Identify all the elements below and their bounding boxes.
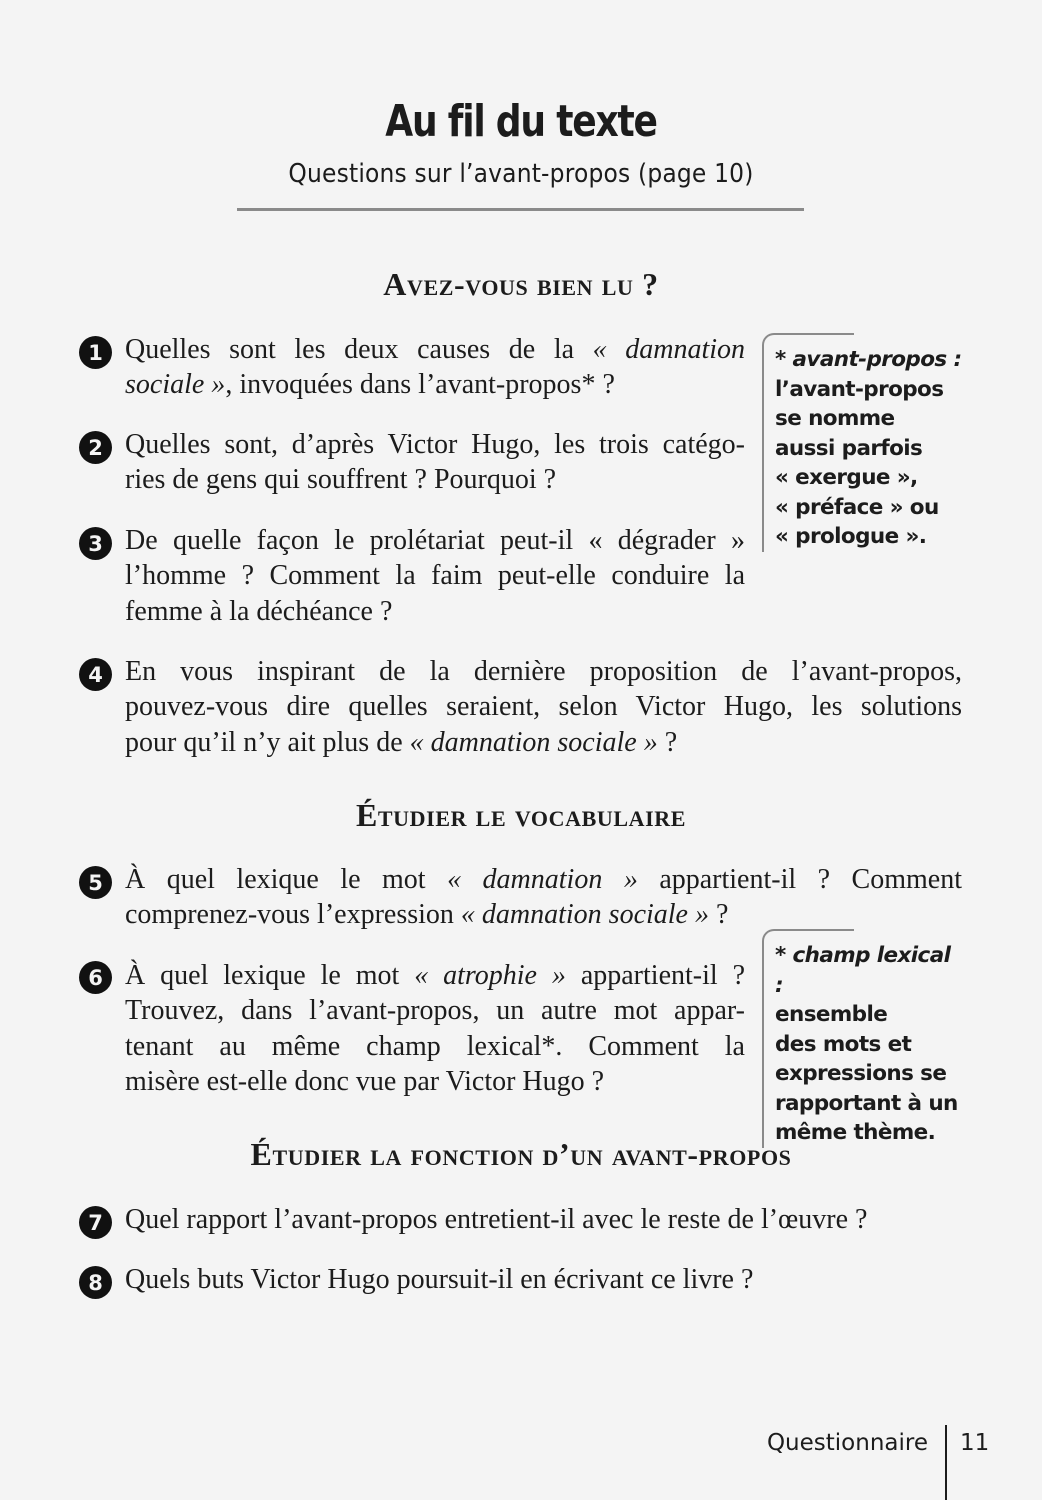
question-line: pouvez-vous dire quelles seraient, selon Victor Hugo, les solutions	[125, 691, 962, 723]
question-line: sociale », invoquées dans l’avant-propos* ?	[125, 369, 615, 401]
question-number-badge: 8	[79, 1266, 112, 1299]
question-line: pour qu’il n’y ait plus de « damnation sociale » ?	[125, 726, 678, 758]
section-heading-avez-vous-bien-lu: Avez-vous bien lu ?	[383, 266, 659, 302]
quoted-term: sociale »	[125, 369, 226, 401]
question-line: l’homme ? Comment la faim peut-elle conduire la	[125, 560, 745, 592]
footnote-term: * champ lexical :	[775, 943, 951, 998]
question-number-badge: 5	[79, 866, 112, 899]
page-title: Au fil du texte	[385, 96, 657, 147]
question-line: Quel rapport l’avant-propos entretient-il avec le reste de l’œuvre ?	[125, 1204, 868, 1235]
quoted-term: « damnation	[592, 334, 745, 365]
question-text	[125, 654, 962, 760]
question-line: Trouvez, dans l’avant-propos, un autre mot appar-	[125, 995, 745, 1027]
question-line: misère est-elle donc vue par Victor Hugo ?	[125, 1065, 605, 1097]
question-line: comprenez-vous l’expression « damnation sociale » ?	[125, 899, 729, 931]
question-text	[125, 1202, 867, 1237]
title-divider	[237, 208, 804, 211]
footnote-line: expressions se	[775, 1061, 947, 1086]
question-text	[125, 332, 745, 403]
section-heading-etudier-le-vocabulaire: Étudier le vocabulaire	[355, 797, 687, 833]
page-number: 11	[960, 1430, 990, 1456]
footnote-line: ensemble	[775, 1002, 888, 1027]
footer-divider	[945, 1425, 947, 1500]
quoted-term: « damnation »	[447, 864, 638, 895]
footnote-line: « préface » ou	[775, 494, 939, 520]
question-line: tenant au même champ lexical*. Comment la	[125, 1030, 745, 1062]
question-text	[125, 1262, 753, 1297]
footnote-term: * avant-propos :	[775, 347, 962, 372]
question-number-badge: 1	[79, 336, 112, 369]
footnote-line: l’avant-propos	[775, 376, 944, 402]
footer-section-label: Questionnaire	[766, 1430, 928, 1456]
footnote-line: des mots et	[775, 1031, 912, 1057]
footnote-champ-lexical	[762, 941, 965, 1148]
footnote-line: « exergue »,	[775, 465, 918, 490]
question-text	[125, 862, 962, 933]
footnote-line: aussi parfois	[775, 435, 923, 461]
footnote-line: rapportant à un	[775, 1090, 958, 1116]
question-line: En vous inspirant de la dernière proposition de l’avant-propos,	[125, 656, 962, 687]
question-line: À quel lexique le mot « damnation » appartient-il ? Comment	[125, 864, 962, 895]
question-line: Quels buts Victor Hugo poursuit-il en écrivant ce livre ?	[125, 1264, 754, 1295]
question-number-badge: 3	[79, 527, 112, 560]
quoted-term: « damnation sociale »	[460, 899, 709, 931]
question-number-badge: 4	[79, 658, 112, 691]
question-text	[125, 958, 745, 1099]
page-subtitle: Questions sur l’avant-propos (page 10)	[288, 159, 754, 189]
question-line: femme à la déchéance ?	[125, 595, 393, 627]
question-text	[125, 427, 745, 498]
quoted-term: « damnation sociale »	[409, 726, 658, 758]
question-number-badge: 7	[79, 1206, 112, 1239]
question-line: De quelle façon le prolétariat peut-il « dégrader »	[125, 525, 745, 556]
question-number-badge: 2	[79, 431, 112, 464]
question-line: ries de gens qui souffrent ? Pourquoi ?	[125, 464, 557, 496]
footnote-avant-propos	[762, 345, 965, 552]
question-text	[125, 523, 745, 629]
section-heading-etudier-la-fonction: Étudier la fonction d’un avant-propos	[250, 1136, 792, 1172]
question-line: Quelles sont, d’après Victor Hugo, les trois catégo-	[125, 429, 745, 460]
question-line: À quel lexique le mot « atrophie » appartient-il ?	[125, 960, 746, 991]
footnote-line: se nomme	[775, 406, 895, 431]
footnote-line: même thème.	[775, 1120, 936, 1145]
question-number-badge: 6	[79, 961, 112, 994]
question-line: Quelles sont les deux causes de la « damnation	[125, 334, 745, 365]
footnote-line: « prologue ».	[775, 524, 927, 549]
quoted-term: « atrophie »	[414, 960, 566, 991]
